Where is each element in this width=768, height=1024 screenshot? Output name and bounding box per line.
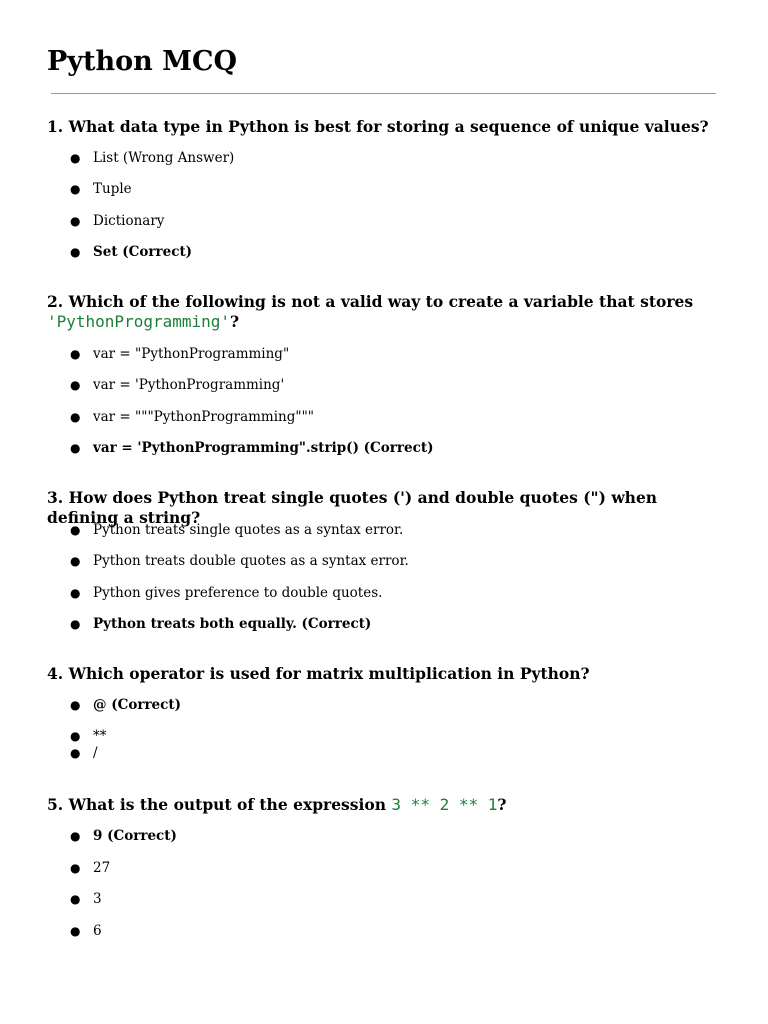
bullet-icon: ● — [70, 729, 81, 743]
page-title: Python MCQ — [47, 46, 238, 77]
option-2a — [70, 344, 289, 364]
bullet-icon: ● — [70, 892, 81, 906]
option-text: Python treats double quotes as a syntax error. — [93, 553, 409, 569]
option-text: Set (Correct) — [93, 244, 193, 260]
bullet-icon: ● — [70, 829, 81, 843]
code-snippet: 'PythonProgramming' — [47, 312, 231, 331]
bullet-icon: ● — [70, 182, 81, 196]
question-number: 4. — [47, 664, 64, 683]
option-text: var = 'PythonProgramming' — [93, 377, 285, 393]
option-text: @ (Correct) — [93, 697, 181, 713]
option-text: 9 (Correct) — [93, 828, 177, 844]
option-3a — [70, 520, 403, 540]
bullet-icon: ● — [70, 554, 81, 568]
option-text: ** — [93, 728, 107, 744]
question-suffix: ? — [230, 312, 240, 331]
bullet-icon: ● — [70, 861, 81, 875]
option-1b — [70, 179, 132, 199]
option-text: var = "PythonProgramming" — [93, 346, 290, 362]
option-text: Dictionary — [93, 213, 165, 229]
question-suffix: ? — [497, 795, 507, 814]
bullet-icon: ● — [70, 151, 81, 165]
question-number: 1. — [47, 117, 64, 136]
bullet-icon: ● — [70, 410, 81, 424]
option-2c — [70, 407, 314, 427]
bullet-icon: ● — [70, 523, 81, 537]
option-text: Python treats both equally. (Correct) — [93, 616, 372, 632]
bullet-icon: ● — [70, 617, 81, 631]
bullet-icon: ● — [70, 347, 81, 361]
option-4c — [70, 743, 98, 763]
title-divider — [51, 93, 716, 94]
bullet-icon: ● — [70, 214, 81, 228]
question-text: What is the output of the expression — [68, 795, 387, 814]
option-3c — [70, 583, 382, 603]
question-2 — [47, 292, 728, 332]
code-snippet: 3 ** 2 ** 1 — [391, 795, 498, 814]
question-number: 5. — [47, 795, 64, 814]
option-5d — [70, 921, 102, 941]
option-5c — [70, 889, 102, 909]
option-5a-correct — [70, 826, 177, 846]
option-2d-correct — [70, 438, 433, 458]
question-1 — [47, 117, 728, 137]
question-text: How does Python treat single quotes (') and double quotes (") when defining a string? — [47, 488, 658, 527]
option-text: var = """PythonProgramming""" — [93, 409, 314, 425]
bullet-icon: ● — [70, 378, 81, 392]
option-4a-correct — [70, 695, 181, 715]
question-number: 2. — [47, 292, 64, 311]
option-1d-correct — [70, 242, 192, 262]
question-number: 3. — [47, 488, 64, 507]
option-5b — [70, 858, 110, 878]
question-5 — [47, 795, 728, 815]
option-text: 6 — [93, 923, 102, 939]
option-1c — [70, 211, 164, 231]
option-text: 3 — [93, 891, 102, 907]
question-text: Which operator is used for matrix multiplication in Python? — [68, 664, 590, 683]
option-text: Python treats single quotes as a syntax error. — [93, 522, 404, 538]
bullet-icon: ● — [70, 746, 81, 760]
question-text: What data type in Python is best for storing a sequence of unique values? — [68, 117, 709, 136]
option-text: List (Wrong Answer) — [93, 150, 235, 166]
option-1a — [70, 148, 234, 168]
option-text: var = 'PythonProgramming".strip() (Correct) — [93, 440, 434, 456]
option-text: Python gives preference to double quotes. — [93, 585, 383, 601]
bullet-icon: ● — [70, 441, 81, 455]
bullet-icon: ● — [70, 586, 81, 600]
question-text: Which of the following is not a valid way to create a variable that stores — [68, 292, 694, 311]
question-4 — [47, 664, 728, 684]
option-text: Tuple — [93, 181, 132, 197]
bullet-icon: ● — [70, 924, 81, 938]
option-text: 27 — [93, 860, 111, 876]
option-3b — [70, 551, 409, 571]
option-3d-correct — [70, 614, 371, 634]
option-text: / — [93, 745, 98, 761]
bullet-icon: ● — [70, 698, 81, 712]
option-2b — [70, 375, 284, 395]
bullet-icon: ● — [70, 245, 81, 259]
